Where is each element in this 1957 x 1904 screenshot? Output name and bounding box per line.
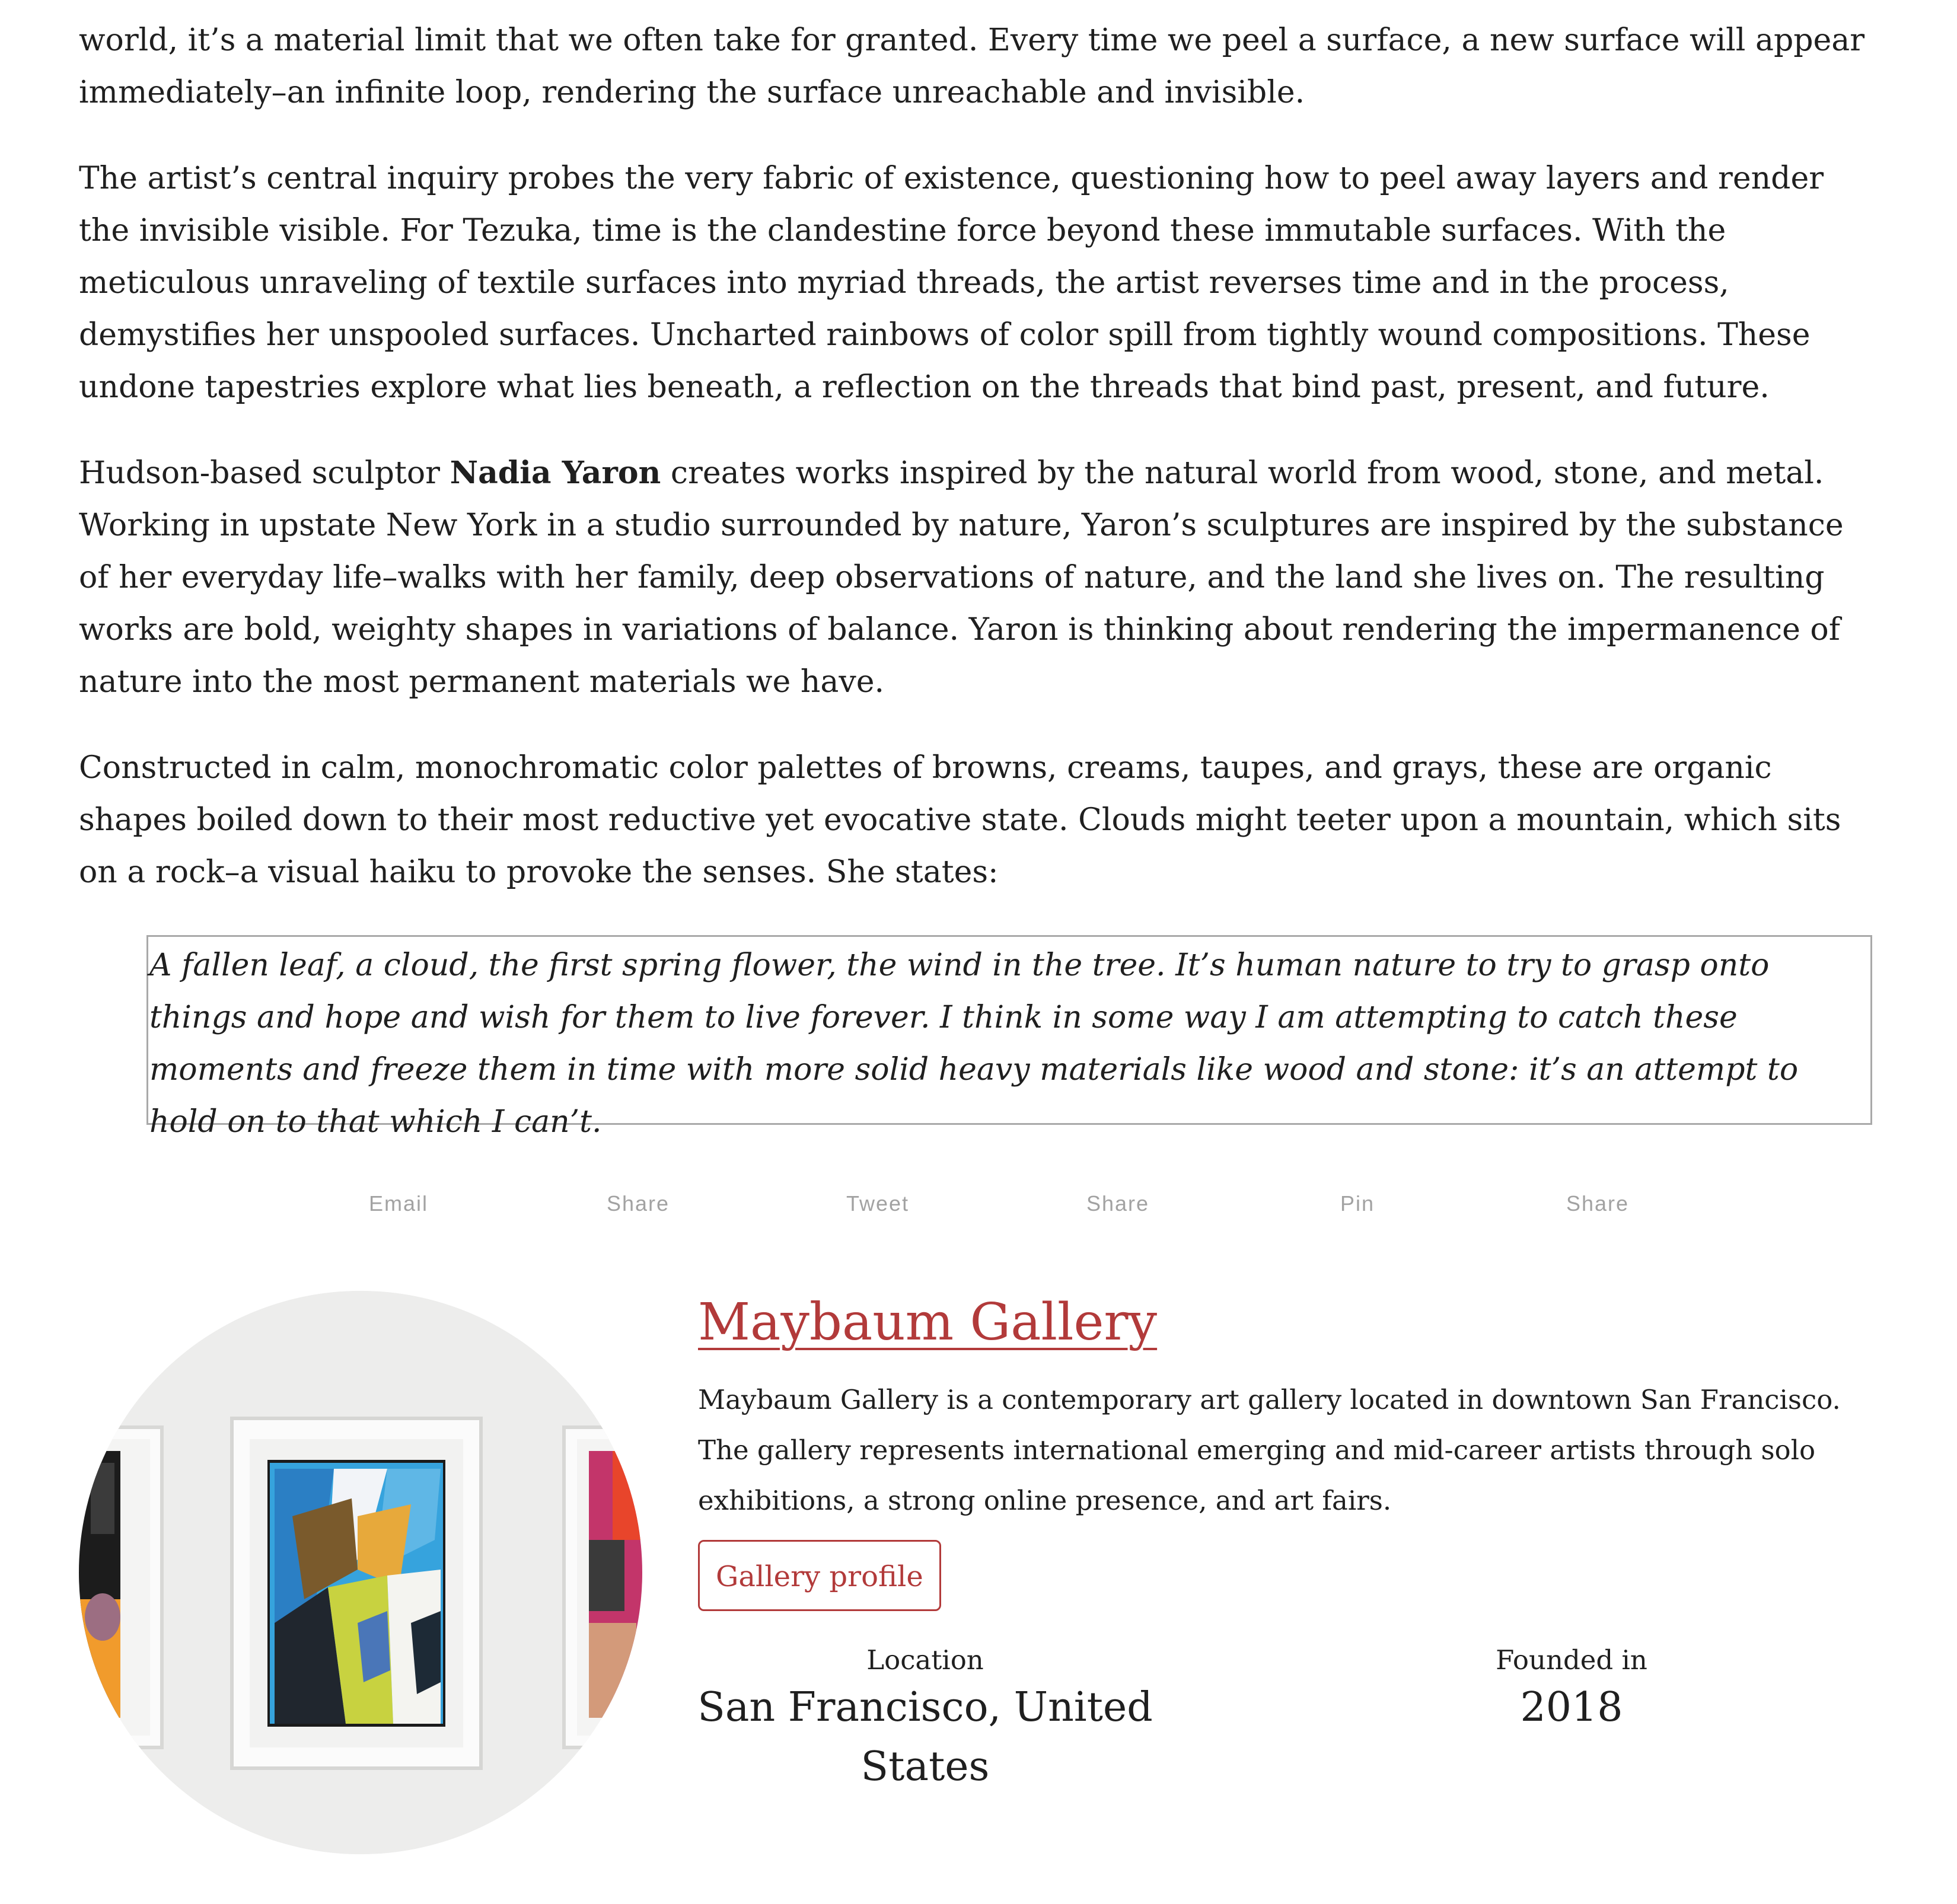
share-bar: [0, 1186, 1957, 1222]
gallery-wall-artwork-image: [79, 1291, 642, 1854]
founded-fact: [1453, 1643, 1690, 1737]
share-twitter-link[interactable]: Tweet: [846, 1191, 910, 1216]
gallery-image[interactable]: [79, 1291, 642, 1854]
artist-name: Nadia Yaron: [450, 455, 661, 491]
location-fact: [658, 1643, 1192, 1797]
article-paragraph: [79, 14, 1882, 119]
paragraph-text: Hudson-based sculptor: [79, 455, 450, 491]
paragraph-text: creates works inspired by the natural world from wood, stone, and metal. Working in upstate New York in a studio surrounded by nature, Yaron’s sculptures are inspired by the substance of her everyday life–walks with her family, deep observations of nature, and the land she lives on. The resulting works are bold, weighty shapes in variations of balance. Yaron is thinking about rendering the impermanence of nature into the most permanent materials we have.: [79, 455, 1844, 700]
article-paragraph: [79, 742, 1882, 898]
gallery-info: [698, 1287, 1884, 1611]
paragraph-text: Constructed in calm, monochromatic color palettes of browns, creams, taupes, and grays, these are organic shapes boiled down to their most reductive yet evocative state. Clouds might teeter upon a mountain, which sits on a rock–a visual haiku to provoke the senses. She states:: [79, 750, 1841, 890]
article-paragraph: [79, 152, 1882, 413]
share-linkedin-link[interactable]: Share: [1086, 1191, 1150, 1216]
share-email-link[interactable]: Email: [368, 1191, 429, 1216]
share-facebook-link[interactable]: Share: [606, 1191, 670, 1216]
founded-label: Founded in: [1496, 1644, 1647, 1676]
artist-quote: [146, 935, 1872, 1140]
article-body: [79, 14, 1882, 932]
founded-value: 2018: [1520, 1684, 1623, 1731]
gallery-name-link[interactable]: Maybaum Gallery: [698, 1293, 1158, 1352]
quote-text: A fallen leaf, a cloud, the first spring flower, the wind in the tree. It’s human nature to try to grasp onto things and hope and wish for them to live forever. I think in some way I am attempting to catch these moments and freeze them in time with more solid heavy materials like wood and stone: it’s an attempt to hold on to that which I can’t.: [149, 948, 1799, 1140]
location-value: San Francisco, United States: [697, 1684, 1153, 1790]
article-paragraph: [79, 447, 1882, 708]
share-pinterest-link[interactable]: Pin: [1340, 1191, 1375, 1216]
share-other-link[interactable]: Share: [1566, 1191, 1630, 1216]
gallery-description: Maybaum Gallery is a contemporary art gallery located in downtown San Francisco. The gallery represents international emerging and mid-career artists through solo exhibitions, a strong online presence, and art fairs.: [698, 1384, 1841, 1516]
gallery-profile-button[interactable]: Gallery profile: [698, 1540, 941, 1611]
paragraph-text: The artist’s central inquiry probes the very fabric of existence, questioning how to peel away layers and render the invisible visible. For Tezuka, time is the clandestine force beyond these immutable surfaces. With the meticulous unraveling of textile surfaces into myriad threads, the artist reverses time and in the process, demystifies her unspooled surfaces. Uncharted rainbows of color spill from tightly wound compositions. These undone tapestries explore what lies beneath, a reflection on the threads that bind past, present, and future.: [79, 161, 1824, 405]
paragraph-text: world, it’s a material limit that we often take for granted. Every time we peel a surface, a new surface will appear immediately–an infinite loop, rendering the surface unreachable and invisible.: [79, 23, 1865, 110]
location-label: Location: [866, 1644, 984, 1676]
